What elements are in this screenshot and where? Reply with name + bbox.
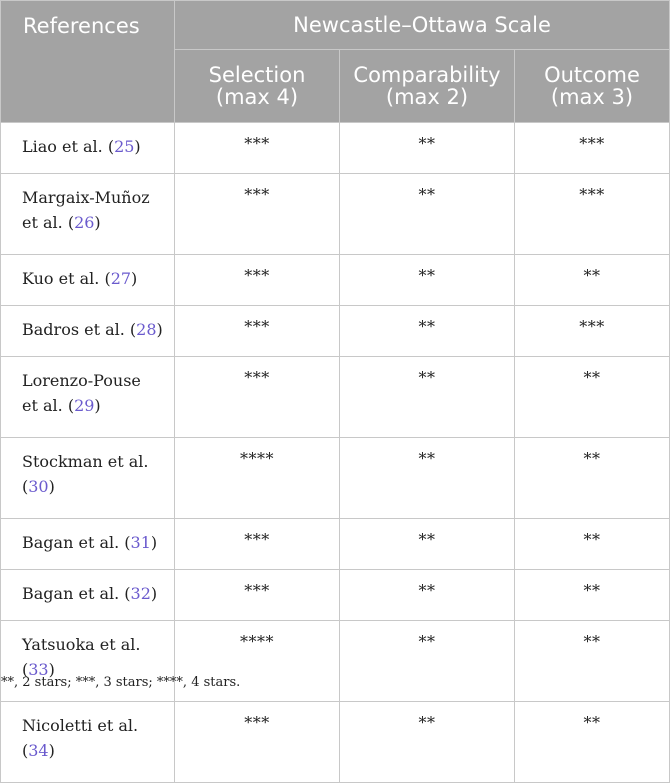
selection-stars: *** [175, 306, 340, 357]
outcome-stars: ** [515, 357, 670, 438]
comparability-stars: ** [340, 519, 515, 570]
citation-link[interactable]: 27 [110, 269, 132, 288]
reference-text: Liao et al. ( [22, 137, 115, 156]
outcome-stars: ** [515, 519, 670, 570]
citation-link[interactable]: 29 [74, 396, 95, 415]
selection-stars: **** [175, 438, 340, 519]
outcome-header-title: Outcome [544, 63, 640, 87]
outcome-stars: ** [515, 255, 670, 306]
citation-link[interactable]: 31 [130, 533, 151, 552]
citation-link[interactable]: 28 [136, 320, 157, 339]
reference-close: ) [48, 477, 55, 496]
reference-close: ) [48, 660, 55, 679]
outcome-stars: ** [515, 621, 670, 702]
comparability-stars: ** [340, 255, 515, 306]
reference-text: Nicoletti et al. [22, 716, 139, 735]
outcome-header [515, 50, 670, 123]
reference-text: Lorenzo-Pouse [22, 371, 141, 390]
reference-text: Bagan et al. ( [22, 584, 131, 603]
comparability-header-max: (max 2) [385, 85, 469, 109]
citation-link[interactable]: 33 [28, 660, 49, 679]
citation-link[interactable]: 26 [74, 213, 95, 232]
comparability-stars: ** [340, 702, 515, 783]
selection-stars: **** [175, 621, 340, 702]
table-row [1, 702, 670, 783]
reference-cell [1, 174, 175, 255]
comparability-stars: ** [340, 438, 515, 519]
selection-stars: *** [175, 123, 340, 174]
selection-header [175, 50, 340, 123]
outcome-stars: ** [515, 570, 670, 621]
table-row [1, 519, 670, 570]
citation-link[interactable]: 32 [130, 584, 151, 603]
reference-close: ) [94, 213, 101, 232]
outcome-stars: ** [515, 702, 670, 783]
reference-text: Yatsuoka et al. [22, 635, 141, 654]
selection-header-max: (max 4) [215, 85, 299, 109]
reference-close: ) [134, 137, 141, 156]
references-header: References [1, 1, 175, 123]
comparability-header-title: Comparability [353, 63, 501, 87]
reference-text-line2: ( [22, 660, 29, 679]
comparability-stars: ** [340, 621, 515, 702]
selection-stars: *** [175, 519, 340, 570]
table-row [1, 306, 670, 357]
table-row [1, 123, 670, 174]
citation-link[interactable]: 34 [28, 741, 49, 760]
outcome-stars: *** [515, 174, 670, 255]
selection-stars: *** [175, 255, 340, 306]
reference-text: Margaix-Muñoz [22, 188, 150, 207]
outcome-stars: *** [515, 306, 670, 357]
reference-text: Badros et al. ( [22, 320, 137, 339]
reference-text-line2: et al. ( [22, 213, 75, 232]
reference-cell [1, 255, 175, 306]
table-row [1, 255, 670, 306]
table-row [1, 570, 670, 621]
reference-text-line2: et al. ( [22, 396, 75, 415]
reference-cell [1, 438, 175, 519]
reference-text: Kuo et al. ( [22, 269, 111, 288]
reference-cell [1, 123, 175, 174]
reference-text-line2: ( [22, 741, 29, 760]
reference-cell [1, 519, 175, 570]
citation-link[interactable]: 25 [114, 137, 135, 156]
comparability-stars: ** [340, 306, 515, 357]
table-row [1, 357, 670, 438]
selection-stars: *** [175, 357, 340, 438]
outcome-stars: ** [515, 438, 670, 519]
reference-close: ) [150, 533, 158, 552]
selection-header-title: Selection [208, 63, 306, 87]
comparability-stars: ** [340, 174, 515, 255]
reference-cell [1, 357, 175, 438]
reference-close: ) [150, 584, 158, 603]
comparability-stars: ** [340, 357, 515, 438]
outcome-header-max: (max 3) [550, 85, 634, 109]
comparability-stars: ** [340, 570, 515, 621]
outcome-stars: *** [515, 123, 670, 174]
comparability-header [340, 50, 515, 123]
reference-cell [1, 570, 175, 621]
selection-stars: *** [175, 702, 340, 783]
reference-cell [1, 702, 175, 783]
table-row [1, 438, 670, 519]
newcastle-ottawa-scale-header: Newcastle–Ottawa Scale [175, 1, 670, 50]
reference-text: Stockman et al. [22, 452, 149, 471]
reference-text: Bagan et al. ( [22, 533, 131, 552]
reference-close: ) [156, 320, 163, 339]
table-row [1, 174, 670, 255]
selection-stars: *** [175, 570, 340, 621]
reference-cell [1, 306, 175, 357]
comparability-stars: ** [340, 123, 515, 174]
table-footnote: **, 2 stars; ***, 3 stars; ****, 4 stars. [1, 675, 241, 690]
reference-close: ) [48, 741, 55, 760]
selection-stars: *** [175, 174, 340, 255]
reference-text-line2: ( [22, 477, 29, 496]
citation-link[interactable]: 30 [28, 477, 49, 496]
reference-close: ) [94, 396, 101, 415]
reference-close: ) [131, 269, 138, 288]
